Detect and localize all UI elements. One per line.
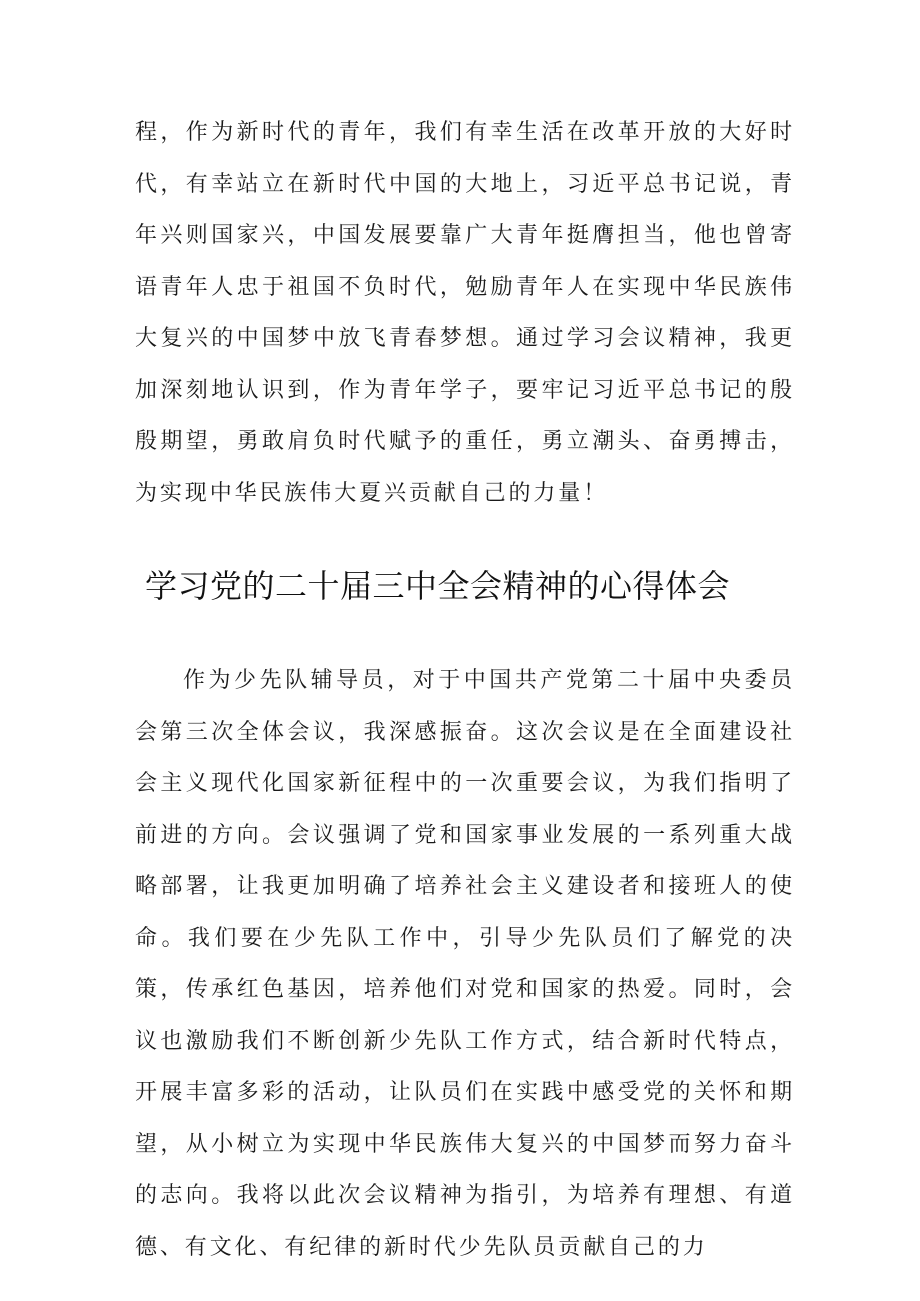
article-title: 学习党的二十届三中全会精神的心得体会 [145, 567, 731, 605]
body-paragraph: 作为少先队辅导员，对于中国共产党第二十届中央委员会第三次全体会议，我深感振奋。这次会议是在全面建设社会主义现代化国家新征程中的一次重要会议，为我们指明了前进的方向。会议强调了党和国家事业发展的一系列重大战略部署，让我更加明确了培养社会主义建设者和接班人的使命。我们要在少先队工作中，引导少先队员们了解党的决策，传承红色基因，培养他们对党和国家的热爱。同时，会议也激励我们不断创新少先队工作方式，结合新时代特点，开展丰富多彩的活动，让队员们在实践中感受党的关怀和期望，从小树立为实现中华民族伟大复兴的中国梦而努力奋斗的志向。我将以此次会议精神为指引，为培养有理想、有道德、有文化、有纪律的新时代少先队员贡献自己的力 [135, 668, 795, 1260]
body-paragraph-continued: 程，作为新时代的青年，我们有幸生活在改革开放的大好时代，有幸站立在新时代中国的大地上，习近平总书记说，青年兴则国家兴，中国发展要靠广大青年挺膺担当，他也曾寄语青年人忠于祖国不负时代，勉励青年人在实现中华民族伟大复兴的中国梦中放飞青春梦想。通过学习会议精神，我更加深刻地认识到，作为青年学子，要牢记习近平总书记的殷殷期望，勇敢肩负时代赋予的重任，勇立潮头、奋勇搏击，为实现中华民族伟大夏兴贡献自己的力量！ [135, 120, 795, 506]
